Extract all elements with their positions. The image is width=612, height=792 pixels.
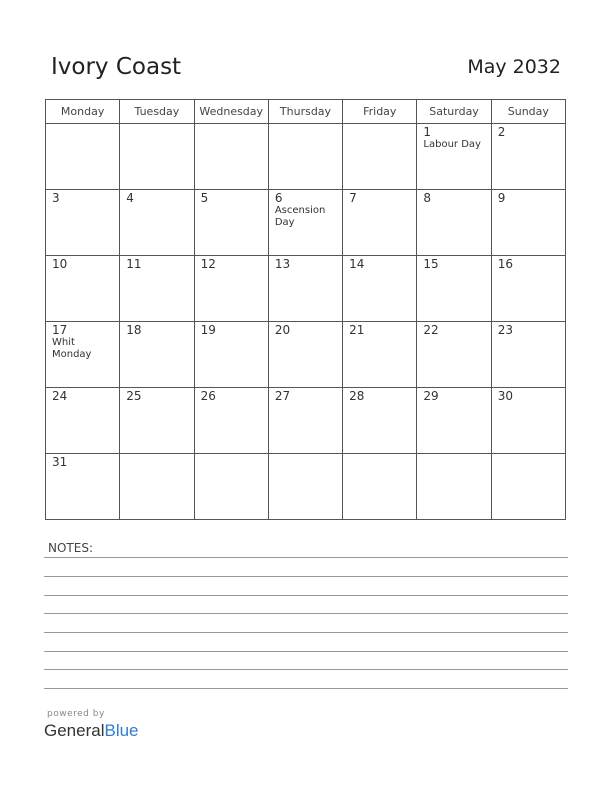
- day-number: 31: [52, 455, 68, 469]
- calendar-month-title: May 2032: [467, 56, 561, 78]
- calendar-day-cell: [194, 124, 268, 190]
- brand-general-text: General: [44, 721, 105, 740]
- calendar-day-cell: [194, 190, 268, 256]
- calendar-day-cell: [343, 190, 417, 256]
- calendar-day-cell: [417, 322, 491, 388]
- day-number: 14: [349, 257, 365, 271]
- notes-line: [44, 632, 568, 633]
- day-number: 12: [200, 257, 216, 271]
- calendar-day-cell: [268, 322, 342, 388]
- calendar-day-cell: [417, 124, 491, 190]
- day-number: 3: [52, 191, 60, 205]
- calendar-week-row: [46, 124, 566, 190]
- calendar-day-cell: [491, 190, 565, 256]
- day-number: 9: [497, 191, 506, 205]
- calendar-day-cell: [343, 388, 417, 454]
- day-number: 22: [423, 323, 439, 337]
- day-number: 30: [497, 389, 513, 403]
- weekday-thursday: Thursday: [268, 100, 342, 124]
- calendar-day-cell: [268, 454, 342, 520]
- notes-line: [44, 651, 568, 652]
- calendar-day-cell: [491, 388, 565, 454]
- day-number: 25: [126, 389, 142, 403]
- day-number: 29: [423, 389, 439, 403]
- day-number: 26: [200, 389, 216, 403]
- calendar-day-cell: [194, 322, 268, 388]
- weekday-wednesday: Wednesday: [194, 100, 268, 124]
- notes-label: NOTES:: [48, 541, 93, 555]
- calendar-week-row: [46, 454, 566, 520]
- calendar-day-cell: [46, 190, 120, 256]
- powered-by-text: powered by: [47, 709, 105, 719]
- calendar-week-row: [46, 190, 566, 256]
- calendar-week-row: [46, 256, 566, 322]
- calendar-day-cell: [194, 388, 268, 454]
- day-number: 8: [423, 191, 432, 205]
- brand-blue-text: Blue: [104, 721, 139, 740]
- calendar-day-cell: [417, 190, 491, 256]
- notes-line: [44, 669, 568, 670]
- holiday-label: Labour Day: [423, 139, 481, 150]
- calendar-day-cell: [417, 388, 491, 454]
- calendar-day-cell: [491, 124, 565, 190]
- day-number: 1: [423, 125, 432, 139]
- calendar-day-cell: [194, 454, 268, 520]
- calendar-day-cell: [268, 388, 342, 454]
- notes-line: [44, 595, 568, 596]
- weekday-sunday: Sunday: [491, 100, 565, 124]
- notes-line: [44, 576, 568, 577]
- holiday-label: Whit Monday: [52, 337, 92, 360]
- day-number: 11: [126, 257, 142, 271]
- day-number: 18: [126, 323, 142, 337]
- day-number: 7: [349, 191, 357, 205]
- calendar-day-cell: [194, 256, 268, 322]
- day-number: 16: [497, 257, 513, 271]
- calendar-day-cell: [268, 190, 342, 256]
- weekday-tuesday: Tuesday: [120, 100, 194, 124]
- notes-line: [44, 557, 568, 558]
- day-number: 20: [274, 323, 291, 337]
- day-number: 24: [52, 389, 68, 403]
- day-number: 15: [423, 257, 439, 271]
- day-number: 10: [52, 257, 68, 271]
- calendar-week-row: [46, 322, 566, 388]
- calendar-grid: [45, 99, 566, 520]
- calendar-day-cell: [343, 454, 417, 520]
- calendar-day-cell: [343, 322, 417, 388]
- day-number: 28: [349, 389, 365, 403]
- calendar-day-cell: [46, 454, 120, 520]
- calendar-day-cell: [46, 322, 120, 388]
- calendar-day-cell: [120, 190, 194, 256]
- calendar-day-cell: [268, 124, 342, 190]
- calendar-day-cell: [120, 322, 194, 388]
- day-number: 6: [274, 191, 283, 205]
- day-number: 19: [200, 323, 216, 337]
- calendar-day-cell: [491, 322, 565, 388]
- weekday-saturday: Saturday: [417, 100, 491, 124]
- calendar-day-cell: [120, 454, 194, 520]
- calendar-day-cell: [120, 388, 194, 454]
- calendar-day-cell: [46, 256, 120, 322]
- day-number: 23: [497, 323, 513, 337]
- calendar-week-row: [46, 388, 566, 454]
- calendar-day-cell: [268, 256, 342, 322]
- day-number: 13: [274, 257, 291, 271]
- calendar-day-cell: [120, 256, 194, 322]
- day-number: 17: [52, 323, 68, 337]
- holiday-label: Ascension Day: [274, 205, 326, 228]
- calendar-day-cell: [417, 454, 491, 520]
- calendar-day-cell: [343, 256, 417, 322]
- day-number: 27: [274, 389, 291, 403]
- generalblue-logo: [44, 721, 139, 741]
- day-number: 2: [497, 125, 506, 139]
- weekday-header-row: [46, 100, 566, 124]
- day-number: 21: [349, 323, 365, 337]
- day-number: 5: [200, 191, 209, 205]
- weekday-friday: Friday: [343, 100, 417, 124]
- calendar-day-cell: [46, 124, 120, 190]
- weekday-monday: Monday: [46, 100, 120, 124]
- calendar-day-cell: [343, 124, 417, 190]
- notes-line: [44, 688, 568, 689]
- notes-line: [44, 613, 568, 614]
- calendar-day-cell: [491, 454, 565, 520]
- calendar-country-title: Ivory Coast: [51, 54, 182, 80]
- calendar-day-cell: [120, 124, 194, 190]
- calendar-day-cell: [491, 256, 565, 322]
- calendar-day-cell: [46, 388, 120, 454]
- day-number: 4: [126, 191, 134, 205]
- calendar-day-cell: [417, 256, 491, 322]
